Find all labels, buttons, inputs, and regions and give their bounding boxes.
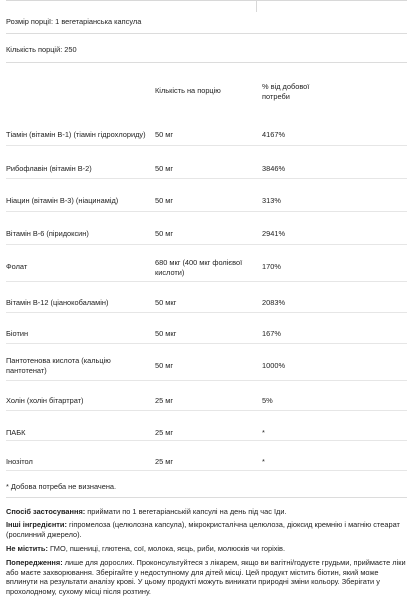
row-divider [6,211,407,212]
row-divider [6,178,407,179]
nutrient-amount: 50 мг [155,130,174,139]
header-divider [6,33,407,34]
usage-label: Спосіб застосування: [6,507,86,516]
row-divider [6,440,407,441]
nutrient-name: ПАБК [6,428,26,437]
nutrient-name: Пантотенова кислота (кальцію пантотенат) [6,356,111,375]
row-divider [6,410,407,411]
nutrient-amount: 25 мг [155,457,174,466]
free-of [6,544,406,554]
column-header-amount: Кількість на порцію [155,86,221,95]
nutrient-daily-value: 2083% [262,298,286,307]
nutrient-daily-value: * [262,457,265,466]
warnings-label: Попередження: [6,558,63,567]
nutrient-daily-value: 5% [262,396,273,405]
nutrient-daily-value: 3846% [262,164,286,173]
ingredients-label: Інші інгредієнти: [6,520,67,529]
serving-size: Розмір порції: 1 вегетаріанська капсула [6,17,142,26]
nutrient-daily-value: 2941% [262,229,286,238]
free-of-label: Не містить: [6,544,48,553]
nutrient-name: Рибофлавін (вітамін В-2) [6,164,92,173]
usage-instructions [6,507,406,517]
ingredients-text: гіпромелоза (целюлозна капсула), мікрокристалічна целюлоза, діоксид кремнію і магнію стеарат (рослинний джерело). [6,520,400,539]
nutrient-name: Біотин [6,329,29,338]
nutrient-daily-value: 1000% [262,361,286,370]
row-divider [6,343,407,344]
top-border [6,0,407,1]
nutrient-daily-value: 170% [262,262,281,271]
nutrient-daily-value: 167% [262,329,281,338]
row-divider [6,380,407,381]
nutrient-amount: 50 мг [155,164,174,173]
nutrient-amount: 680 мкг (400 мкг фолієвої кислоти) [155,258,243,277]
row-divider [6,244,407,245]
row-divider [6,281,407,282]
other-ingredients [6,520,406,539]
footnote-divider [6,497,407,498]
top-column-tick [256,0,257,12]
column-header-daily-value: % від добової потреби [262,82,310,101]
servings-divider [6,62,407,63]
nutrient-amount: 50 мкг [155,298,177,307]
nutrient-name: Холін (холін бітартрат) [6,396,84,405]
nutrient-amount: 50 мг [155,229,174,238]
nutrient-amount: 25 мг [155,396,174,405]
nutrient-name: Ніацин (вітамін В-3) (ніацинамід) [6,196,119,205]
nutrient-amount: 25 мг [155,428,174,437]
warnings [6,558,406,597]
nutrient-amount: 50 мг [155,196,174,205]
nutrient-daily-value: * [262,428,265,437]
free-of-text: ГМО, пшениці, глютена, сої, молока, яєць, риби, молюсків чи горіхів. [47,544,286,553]
servings-count: Кількість порцій: 250 [6,45,77,54]
nutrient-amount: 50 мкг [155,329,177,338]
table-footnote: * Добова потреба не визначена. [6,482,117,491]
nutrient-name: Вітамін В-12 (ціанокобаламін) [6,298,109,307]
warnings-text: лише для дорослих. Проконсультуйтеся з лікарем, якщо ви вагітні/годуєте грудьми, приймаєте ліки або маєте захворювання. Зберігайте у недоступному для дітей місці. Цей продукт містить біотин, який може вплинути на результати аналізу крові. У цьому продукті можуть виникати природні зміни кольору. Зберігати у прохолодному, сухому місці після розтину. [6,558,406,596]
nutrient-name: Тіамін (вітамін В-1) (тіамін гідрохлориду) [6,130,146,139]
row-divider [6,470,407,471]
nutrient-daily-value: 313% [262,196,281,205]
row-divider [6,312,407,313]
row-divider [6,145,407,146]
nutrient-name: Інозітол [6,457,33,466]
nutrient-daily-value: 4167% [262,130,286,139]
nutrient-name: Фолат [6,262,28,271]
nutrient-name: Вітамін В-6 (піридоксин) [6,229,89,238]
usage-text: приймати по 1 вегетаріанській капсулі на день під час їди. [85,507,287,516]
nutrient-amount: 50 мг [155,361,174,370]
